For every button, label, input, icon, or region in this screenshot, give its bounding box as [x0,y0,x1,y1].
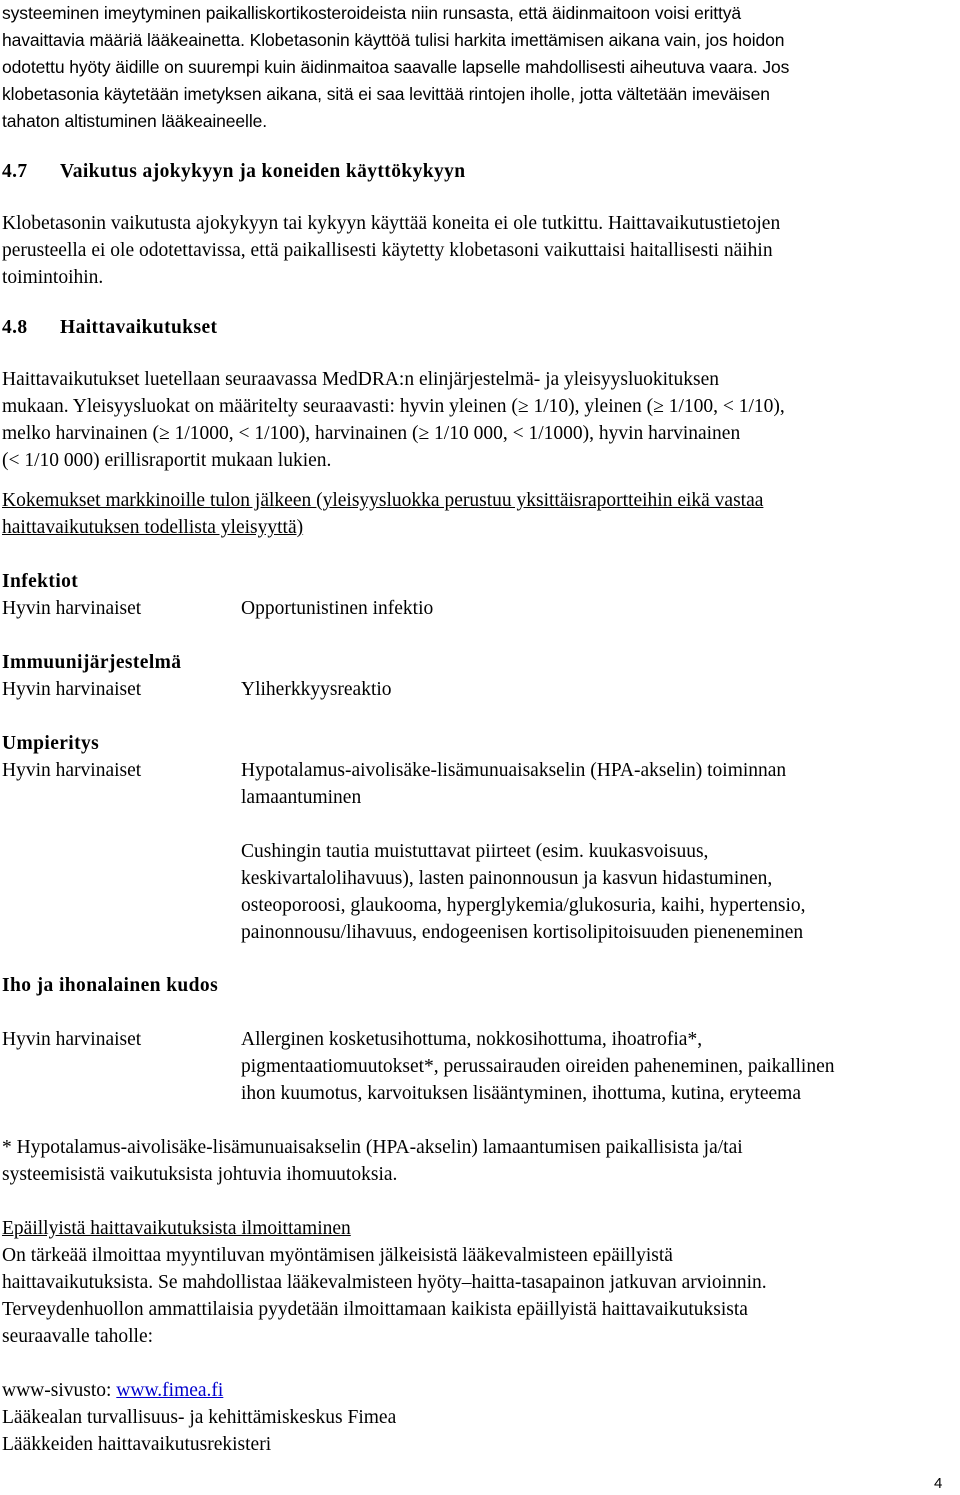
effect-line: Hypotalamus-aivolisäke-lisämunuaisakselin (HPA-akselin) toiminnan [241,760,787,781]
intro-line: odotettu hyöty äidille on suurempi kuin äidinmaitoa saavalle lapselle mahdollisesti aiheutuva vaara. Jos [2,57,790,77]
adverse-effect: Yliherkkyysreaktio [241,679,392,700]
adverse-effect [241,757,941,811]
page-number: 4 [934,1475,943,1492]
body-line: perusteella ei ole odotettavissa, että paikallisesti käytetty klobetasoni vaikuttaisi haitallisesti näihin [2,240,773,261]
category-endocrine: Umpieritys [2,733,100,754]
category-immune-system: Immuunijärjestelmä [2,652,182,673]
body-line: (< 1/10 000) erillisraportit mukaan lukien. [2,450,332,471]
category-infections: Infektiot [2,571,79,592]
adverse-effect [241,838,941,946]
footnote [2,1134,947,1188]
section-4-8-heading [2,314,217,341]
effect-line: lamaantuminen [241,787,362,808]
category-skin: Iho ja ihonalainen kudos [2,975,219,996]
effect-line: Cushingin tautia muistuttavat piirteet (esim. kuukasvoisuus, [241,841,709,862]
reporting-section [2,1215,947,1350]
frequency-label: Hyvin harvinaiset [2,760,142,781]
intro-line: klobetasonia käytetään imetyksen aikana, sitä ei saa levittää rintojen iholle, jotta vältetään imeväisen [2,84,770,104]
contact-line: Lääkkeiden haittavaikutusrekisteri [2,1434,272,1455]
reporting-line: On tärkeää ilmoittaa myyntiluvan myöntämisen jälkeisistä lääkevalmisteen epäillyistä [2,1245,673,1266]
footnote-line: systeemisistä vaikutuksista johtuvia ihomuutoksia. [2,1164,398,1185]
body-line: mukaan. Yleisyysluokat on määritelty seuraavasti: hyvin yleinen (≥ 1/10), yleinen (≥ 1/100, < 1/10), [2,396,785,417]
contact-line: Lääkealan turvallisuus- ja kehittämiskeskus Fimea [2,1407,397,1428]
footnote-line: * Hypotalamus-aivolisäke-lisämunuaisakselin (HPA-akselin) lamaantumisen paikallisista ja/tai [2,1137,743,1158]
effect-line: painonnousu/lihavuus, endogeenisen kortisolipitoisuuden pieneneminen [241,922,804,943]
postmarketing-heading [2,487,947,541]
reporting-heading [2,1215,947,1242]
frequency-label: Hyvin harvinaiset [2,679,142,700]
fimea-website-link[interactable]: www.fimea.fi [116,1380,224,1401]
section-title: Vaikutus ajokykyyn ja koneiden käyttökykyyn [60,161,466,182]
section-number: 4.8 [2,317,28,338]
effect-line: pigmentaatiomuutokset*, perussairauden oireiden paheneminen, paikallinen [241,1056,835,1077]
effect-line: ihon kuumotus, karvoituksen lisääntyminen, ihottuma, kutina, eryteema [241,1083,801,1104]
section-4-7-body [2,210,947,291]
reporting-line: seuraavalle taholle: [2,1326,154,1347]
reporting-line: Terveydenhuollon ammattilaisia pyydetään ilmoittamaan kaikista epäillyistä haittavaikutuksista [2,1299,748,1320]
body-line: melko harvinainen (≥ 1/1000, < 1/100), harvinainen (≥ 1/10 000, < 1/1000), hyvin harvinainen [2,423,741,444]
adverse-effect [241,1026,941,1107]
website-label: www-sivusto: [2,1380,117,1401]
section-4-8-body [2,366,947,474]
effect-line: osteoporoosi, glaukooma, hyperglykemia/glukosuria, kaihi, hypertensio, [241,895,806,916]
frequency-label: Hyvin harvinaiset [2,598,142,619]
adverse-effect: Opportunistinen infektio [241,598,434,619]
intro-line: systeeminen imeytyminen paikalliskortikosteroideista niin runsasta, että äidinmaitoon voisi erittyä [2,3,742,23]
intro-paragraph [2,0,947,135]
section-title: Haittavaikutukset [60,317,218,338]
postmarketing-line: haittavaikutuksen todellista yleisyyttä) [2,517,304,538]
intro-line: havaittavia määriä lääkeainetta. Klobetasonin käyttöä tulisi harkita imettämisen aikana vain, jos hoidon [2,30,785,50]
reporting-line: haittavaikutuksista. Se mahdollistaa lääkevalmisteen hyöty–haitta-tasapainon jatkuvan arvioinnin. [2,1272,767,1293]
postmarketing-line: Kokemukset markkinoille tulon jälkeen (yleisyysluokka perustuu yksittäisraportteihin eikä vastaa [2,490,764,511]
reporting-heading-text: Epäillyistä haittavaikutuksista ilmoittaminen [2,1218,351,1239]
section-number: 4.7 [2,161,28,182]
body-line: Haittavaikutukset luetellaan seuraavassa MedDRA:n elinjärjestelmä- ja yleisyysluokituksen [2,369,719,390]
frequency-label: Hyvin harvinaiset [2,1029,142,1050]
body-line: Klobetasonin vaikutusta ajokykyyn tai kykyyn käyttää koneita ei ole tutkittu. Haittavaikutustietojen [2,213,781,234]
website-line [2,1377,947,1404]
effect-line: keskivartalolihavuus), lasten painonnousun ja kasvun hidastuminen, [241,868,773,889]
intro-line: tahaton altistuminen lääkeaineelle. [2,111,268,131]
section-4-7-heading [2,158,466,185]
body-line: toimintoihin. [2,267,104,288]
effect-line: Allerginen kosketusihottuma, nokkosihottuma, ihoatrofia*, [241,1029,703,1050]
contact-block [2,1377,947,1458]
